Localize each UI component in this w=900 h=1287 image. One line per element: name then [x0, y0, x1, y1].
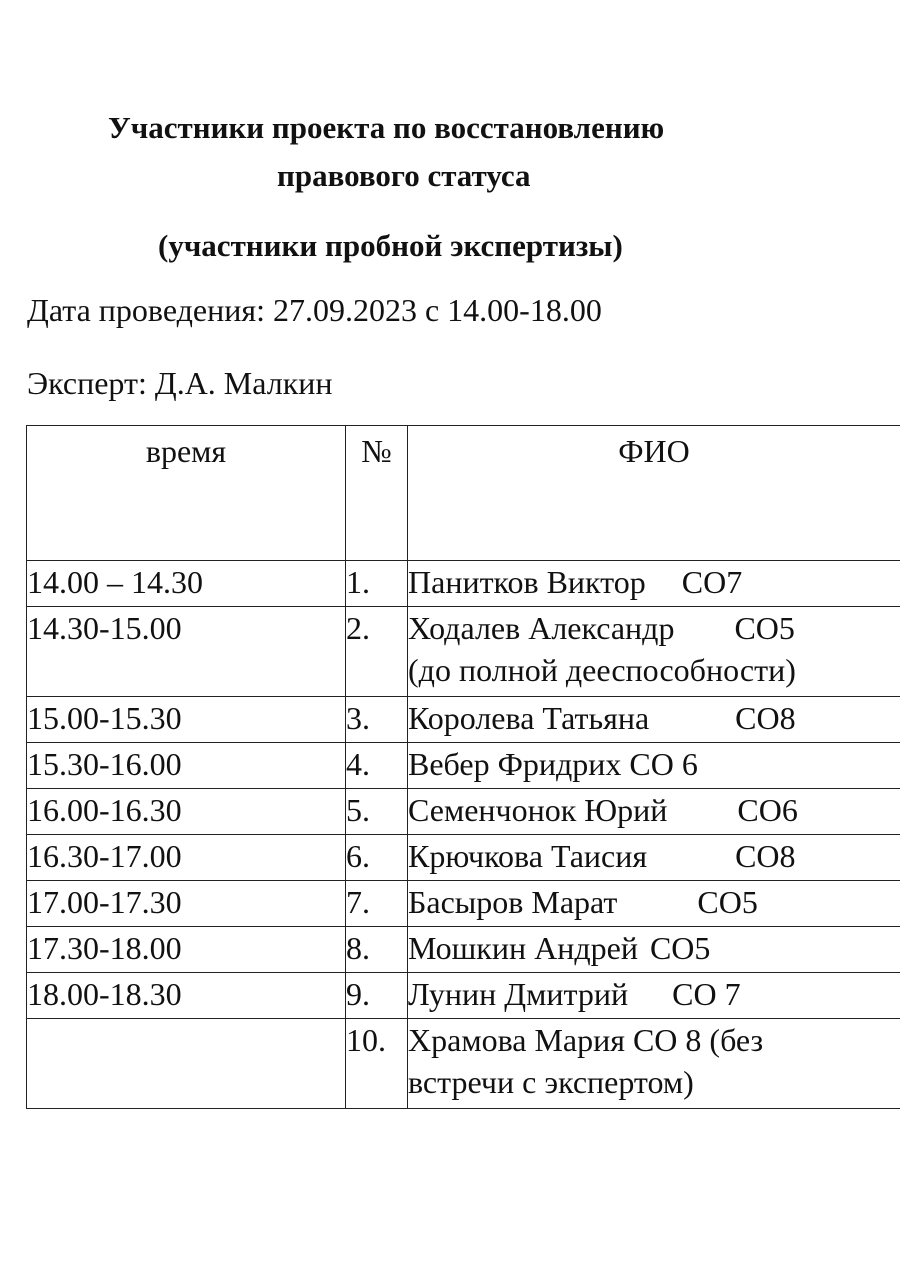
- title-line-1: Участники проекта по восстановлению: [108, 110, 665, 145]
- row-participant: [408, 607, 900, 697]
- table-body: [27, 561, 900, 1109]
- participant-group-code: СО5: [734, 610, 795, 646]
- row-number: 4.: [346, 743, 408, 789]
- header-number: [346, 426, 408, 561]
- row-time: 17.30-18.00: [27, 927, 346, 973]
- row-participant: [408, 835, 900, 881]
- participant-note: (до полной дееспособности): [408, 652, 796, 688]
- participant-line: [408, 1019, 900, 1061]
- participant-group-code: СО5: [649, 930, 711, 966]
- participant-group-code: СО 7: [672, 976, 741, 1012]
- participant-note: встречи с экспертом): [408, 1064, 694, 1100]
- participant-group-code: СО7: [681, 564, 743, 600]
- table-row: [27, 561, 900, 607]
- row-number: 8.: [346, 927, 408, 973]
- title-line-2: правового статуса: [277, 158, 531, 193]
- row-participant: [408, 927, 900, 973]
- participant-group-code: СО6: [737, 792, 798, 828]
- row-number: 3.: [346, 697, 408, 743]
- row-time: 14.00 – 14.30: [27, 561, 346, 607]
- row-participant: [408, 789, 900, 835]
- row-participant: [408, 1019, 900, 1109]
- row-number: 10.: [346, 1019, 408, 1109]
- row-participant: [408, 697, 900, 743]
- participant-name: Храмова Мария СО 8 (без: [408, 1022, 764, 1058]
- participant-line: [408, 927, 900, 969]
- participant-line: [408, 697, 900, 739]
- table-row: [27, 1019, 900, 1109]
- participant-name: Лунин Дмитрий: [408, 976, 629, 1012]
- participant-group-code: СО8: [735, 700, 796, 736]
- row-time: 18.00-18.30: [27, 973, 346, 1019]
- participant-line: [408, 881, 900, 923]
- participant-line: [408, 973, 900, 1015]
- row-number: 6.: [346, 835, 408, 881]
- event-date: Дата проведения: 27.09.2023 с 14.00-18.00: [27, 292, 602, 328]
- table-header-row: [27, 426, 900, 561]
- row-time: 16.00-16.30: [27, 789, 346, 835]
- table-row: [27, 927, 900, 973]
- participant-name: Басыров Марат: [408, 884, 618, 920]
- table-row: [27, 881, 900, 927]
- participant-name: Королева Татьяна: [408, 700, 650, 736]
- header-number-label: №: [361, 433, 392, 469]
- row-time: 17.00-17.30: [27, 881, 346, 927]
- participant-name: Ходалев Александр: [408, 610, 675, 646]
- header-name-label: ФИО: [618, 433, 690, 469]
- row-number: 5.: [346, 789, 408, 835]
- expert-name: Эксперт: Д.А. Малкин: [27, 365, 333, 401]
- header-time: [27, 426, 346, 561]
- participant-name: Крючкова Таисия: [408, 838, 648, 874]
- row-time: [27, 1019, 346, 1109]
- row-number: 1.: [346, 561, 408, 607]
- participants-table: [26, 425, 900, 1109]
- participant-group-code: СО5: [697, 884, 758, 920]
- row-participant: [408, 881, 900, 927]
- table-row: [27, 743, 900, 789]
- table-row: [27, 607, 900, 697]
- participant-name: Мошкин Андрей: [408, 930, 638, 966]
- row-number: 9.: [346, 973, 408, 1019]
- participant-line: [408, 561, 900, 603]
- participant-line: [408, 607, 900, 649]
- participant-line: [408, 835, 900, 877]
- subtitle: (участники пробной экспертизы): [158, 228, 623, 263]
- participant-name: Семенчонок Юрий: [408, 792, 668, 828]
- header-name: [408, 426, 900, 561]
- row-participant: [408, 743, 900, 789]
- table-row: [27, 835, 900, 881]
- row-time: 15.30-16.00: [27, 743, 346, 789]
- table-row: [27, 973, 900, 1019]
- row-number: 7.: [346, 881, 408, 927]
- row-number: 2.: [346, 607, 408, 697]
- table-row: [27, 697, 900, 743]
- row-participant: [408, 561, 900, 607]
- participant-name: Панитков Виктор: [408, 564, 646, 600]
- table-row: [27, 789, 900, 835]
- row-time: 16.30-17.00: [27, 835, 346, 881]
- participant-line: [408, 789, 900, 831]
- participant-group-code: СО8: [735, 838, 796, 874]
- participant-name: Вебер Фридрих СО 6: [408, 746, 698, 782]
- row-time: 14.30-15.00: [27, 607, 346, 697]
- header-time-label: время: [145, 433, 227, 469]
- row-time: 15.00-15.30: [27, 697, 346, 743]
- row-participant: [408, 973, 900, 1019]
- participant-line: [408, 743, 900, 785]
